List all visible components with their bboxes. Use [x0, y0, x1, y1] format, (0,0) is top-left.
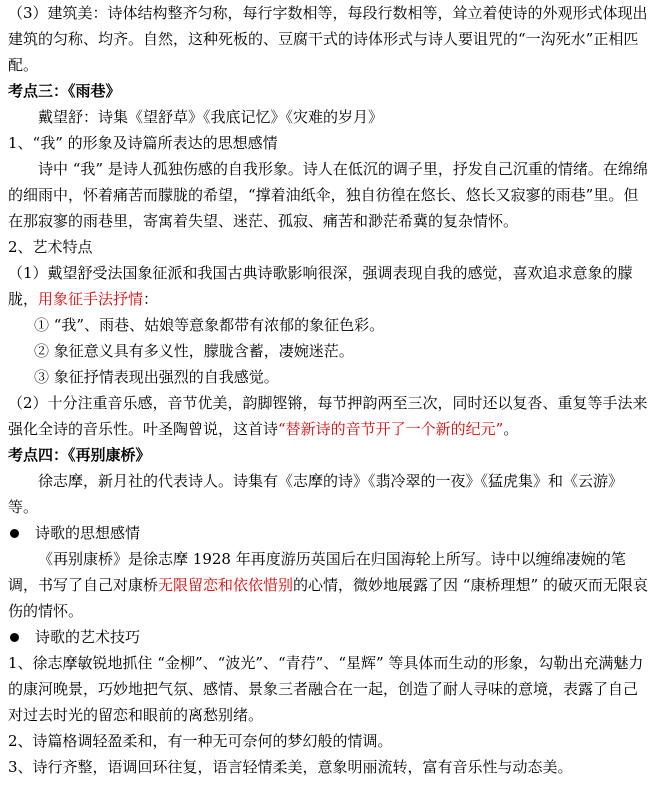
- emotion-text-end: 的心情，微妙地展露了因 “康桥理想” 的破灭而无限哀伤的情怀。: [8, 576, 648, 620]
- art-point-1-text: （1）戴望舒受法国象征派和我国古典诗歌影响很深，强调表现自我的感觉，喜欢追求意象的朦胧，: [8, 264, 633, 308]
- art-point-2-quote: “替新诗的音节开了一个新的纪元”: [278, 420, 504, 438]
- section-4-author-intro: 徐志摩，新月社的代表诗人。诗集有《志摩的诗》《翡冷翠的一夜》《猛虎集》和《云游》等。: [8, 472, 624, 516]
- architecture-beauty-paragraph: （3）建筑美：诗体结构整齐匀称，每行字数相等，每段行数相等，耸立着使诗的外观形式体现出建筑的匀称、均齐。自然，这种死板的、豆腐干式的诗体形式与诗人要诅咒的“一沟死水”正相匹配。: [8, 4, 648, 74]
- section-3-author-intro: 戴望舒：诗集《望舒草》《我底记忆》《灾难的岁月》: [38, 108, 384, 126]
- symbol-list-item: ③ 象征抒情表现出强烈的自我感觉。: [34, 368, 279, 386]
- bullet-dot-icon: [10, 633, 19, 642]
- symbol-list-item: ② 象征意义具有多义性，朦胧含蓄，凄婉迷茫。: [34, 342, 354, 360]
- section-4-bullet-2: [8, 624, 648, 650]
- emotion-highlight: 无限留恋和依依惜别: [158, 576, 294, 594]
- art-point-2-text: （2）十分注重音乐感，音节优美，韵脚铿锵，每节押韵两至三次，同时还以复沓、重复等手法来强化全诗的音乐性。叶圣陶曾说，这首诗: [8, 394, 648, 438]
- section-3-title: 考点三：《雨巷》: [8, 82, 121, 100]
- technique-item-2: 2、诗篇格调轻盈柔和，有一种无可奈何的梦幻般的情调。: [8, 732, 393, 750]
- emotion-text: 《再别康桥》是徐志摩 1928 年再度游历英国后在归国海轮上所写。诗中以缠绵凄婉的笔调，书写了自己对康桥: [8, 550, 626, 594]
- bullet-1-label: 诗歌的思想感情: [35, 524, 141, 542]
- technique-item-3: 3、诗行齐整，语调回环往复，语言轻情柔美，意象明丽流转，富有音乐性与动态美。: [8, 758, 573, 776]
- bullet-dot-icon: [10, 529, 19, 538]
- bullet-2-label: 诗歌的艺术技巧: [35, 628, 141, 646]
- section-4-bullet-1: [8, 520, 648, 546]
- section-3-art-point-2: [8, 390, 648, 442]
- section-3-emotion-paragraph: 诗中 “我” 是诗人孤独伤感的自我形象。诗人在低沉的调子里，抒发自己沉重的情绪。在绵绵的细雨中，怀着痛苦而朦胧的希望，“撑着油纸伞，独自彷徨在悠长、悠长又寂寥的雨巷”里。但在那寂寥的雨巷里，寄寓着失望、迷茫、孤寂、痛苦和渺茫希冀的复杂情怀。: [8, 160, 648, 230]
- symbol-list-item: ① “我”、雨巷、姑娘等意象都带有浓郁的象征色彩。: [34, 316, 385, 334]
- section-3-art-point-1: [8, 260, 648, 312]
- section-4-title: 考点四：《再别康桥》: [8, 446, 151, 464]
- technique-item-1: 1、徐志摩敏锐地抓住 “金柳”、“波光”、“青荇”、“星辉” 等具体而生动的形象，勾勒出充满魅力的康河晚景，巧妙地把气氛、感情、景象三者融合在一起，创造了耐人寻味的意境，表露了自己对过去时光的留恋和眼前的离愁别绪。: [8, 654, 644, 724]
- art-point-1-highlight: 用象征手法抒情: [38, 290, 144, 308]
- section-3-heading-1: 1、“我” 的形象及诗篇所表达的思想感情: [8, 134, 278, 152]
- art-point-1-colon: ：: [143, 290, 159, 308]
- art-point-2-end: 。: [503, 420, 519, 438]
- section-3-heading-2: 2、艺术特点: [8, 238, 93, 256]
- section-4-emotion-paragraph: [8, 546, 648, 624]
